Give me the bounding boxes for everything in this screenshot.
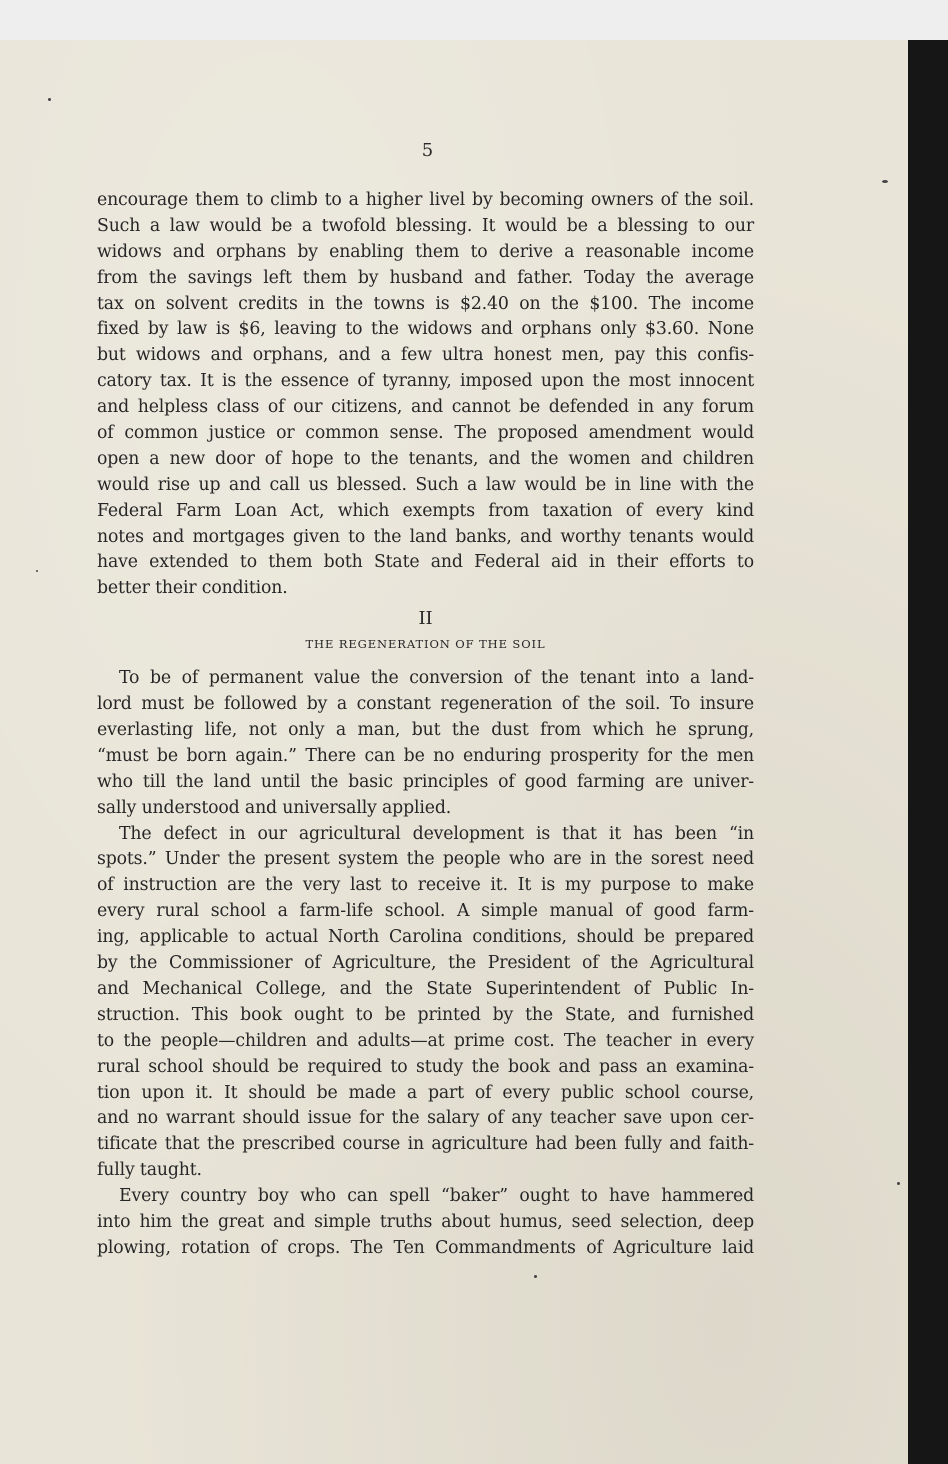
page-number: 5 — [421, 140, 434, 161]
text-line: to the people—children and adults—at prime cost. The teacher in every — [97, 1030, 754, 1051]
text-line: would rise up and call us blessed. Such a law would be in line with the — [97, 474, 754, 495]
paragraph — [97, 1184, 754, 1262]
text-line: sally understood and universally applied. — [97, 797, 452, 818]
text-line: spots.” Under the present system the people who are in the sorest need — [97, 849, 754, 870]
text-line: but widows and orphans, and a few ultra honest men, pay this confis- — [97, 345, 754, 366]
text-line: lord must be followed by a constant regeneration of the soil. To insure — [97, 694, 754, 715]
text-line: and helpless class of our citizens, and cannot be defended in any forum — [97, 397, 754, 418]
text-line: tion upon it. It should be made a part of every public school course, — [97, 1082, 754, 1103]
document-page — [0, 40, 908, 1464]
text-line: tificate that the prescribed course in agriculture had been fully and faith- — [97, 1134, 754, 1155]
text-line: widows and orphans by enabling them to derive a reasonable income — [97, 241, 754, 262]
body-text — [97, 188, 754, 1262]
text-line: by the Commissioner of Agriculture, the President of the Agricultural — [97, 953, 754, 974]
text-line: who till the land until the basic principles of good farming are univer- — [97, 771, 754, 792]
paper-speck — [36, 570, 38, 572]
text-line: tax on solvent credits in the towns is $2.40 on the $100. The income — [97, 293, 754, 314]
paragraph — [97, 188, 754, 602]
text-line: fully taught. — [97, 1160, 202, 1181]
text-line: encourage them to climb to a higher livel by becoming owners of the soil. — [97, 190, 754, 210]
paper-speck — [882, 180, 888, 183]
section-title: THE REGENERATION OF THE SOIL — [305, 637, 546, 652]
text-line: have extended to them both State and Federal aid in their efforts to — [97, 552, 754, 573]
paper-speck — [897, 1182, 900, 1185]
text-line: “must be born again.” There can be no enduring prosperity for the men — [97, 745, 754, 766]
text-line: Federal Farm Loan Act, which exempts from taxation of every kind — [97, 500, 754, 521]
text-line: and Mechanical College, and the State Superintendent of Public In- — [97, 978, 754, 999]
text-line: into him the great and simple truths about humus, seed selection, deep — [97, 1211, 754, 1232]
text-line: To be of permanent value the conversion of the tenant into a land- — [119, 668, 754, 689]
text-line: of common justice or common sense. The proposed amendment would — [97, 423, 754, 444]
section-numeral: II — [418, 608, 433, 630]
text-line: Such a law would be a twofold blessing. It would be a blessing to our — [97, 215, 754, 236]
text-line: and no warrant should issue for the salary of any teacher save upon cer- — [97, 1108, 754, 1129]
text-line: better their condition. — [97, 578, 288, 599]
paper-speck — [48, 98, 51, 101]
text-line: notes and mortgages given to the land banks, and worthy tenants would — [97, 526, 754, 547]
text-line: everlasting life, not only a man, but the dust from which he sprung, — [97, 720, 754, 741]
text-line: struction. This book ought to be printed by the State, and furnished — [97, 1004, 754, 1025]
text-line: catory tax. It is the essence of tyranny, imposed upon the most innocent — [97, 371, 754, 392]
paper-speck — [534, 1275, 537, 1278]
text-line: rural school should be required to study the book and pass an examina- — [97, 1056, 754, 1077]
paragraph — [97, 822, 754, 1184]
text-line: The defect in our agricultural development is that it has been “in — [119, 823, 754, 844]
text-line: every rural school a farm-life school. A simple manual of good farm- — [97, 901, 754, 922]
text-line: ing, applicable to actual North Carolina conditions, should be prepared — [97, 927, 754, 948]
text-line: open a new door of hope to the tenants, and the women and children — [97, 448, 754, 469]
text-line: of instruction are the very last to receive it. It is my purpose to make — [97, 875, 754, 896]
text-line: plowing, rotation of crops. The Ten Commandments of Agriculture laid — [97, 1237, 754, 1258]
paragraph — [97, 666, 754, 821]
text-line: Every country boy who can spell “baker” ought to have hammered — [119, 1186, 754, 1207]
scan-top-margin — [0, 0, 948, 40]
text-line: fixed by law is $6, leaving to the widows and orphans only $3.60. None — [97, 319, 754, 340]
text-line: from the savings left them by husband and father. Today the average — [97, 267, 754, 288]
